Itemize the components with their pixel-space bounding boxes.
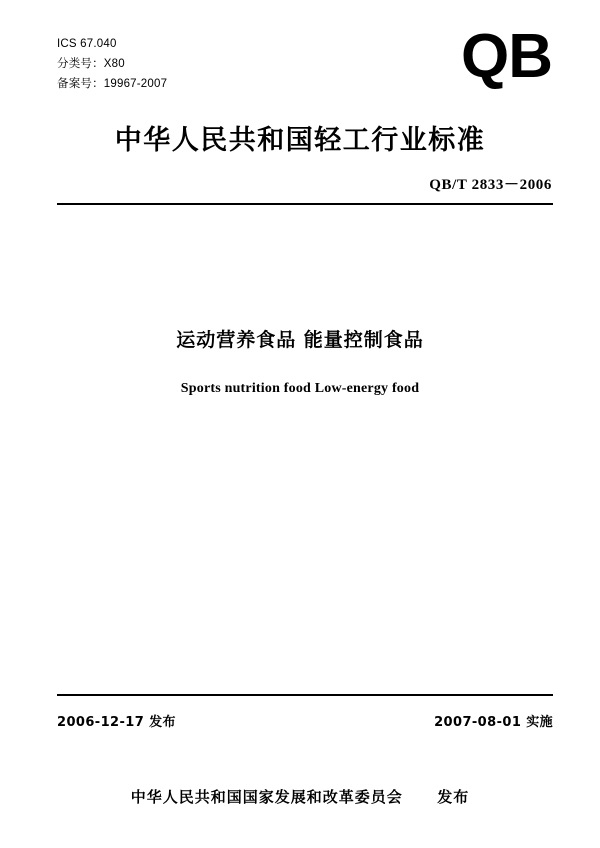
page-title: 中华人民共和国轻工行业标准 [114,125,486,156]
cover-header [57,22,554,94]
ics-block [57,34,167,94]
issue-date: 2006-12-17 发布 [57,715,176,730]
standard-number: QB/T 2833－2006 [429,177,552,193]
effective-date: 2007-08-01 实施 [434,715,553,730]
issuer-line [0,786,600,807]
issuer-name: 中华人民共和国国家发展和改革委员会 [130,788,403,806]
date-row [57,711,553,730]
subject-title-en: Sports nutrition food Low-energy food [180,381,420,396]
qb-logo: QB [461,22,552,91]
divider-bottom [57,694,553,696]
subject-title-cn: 运动营养食品 能量控制食品 [176,329,424,351]
issuer-suffix: 发布 [437,788,470,806]
divider-top [57,203,553,205]
ics-code: ICS 67.040 [57,38,117,50]
record-number: 备案号：19967-2007 [57,78,168,91]
classification-number: 分类号：X80 [57,58,125,71]
